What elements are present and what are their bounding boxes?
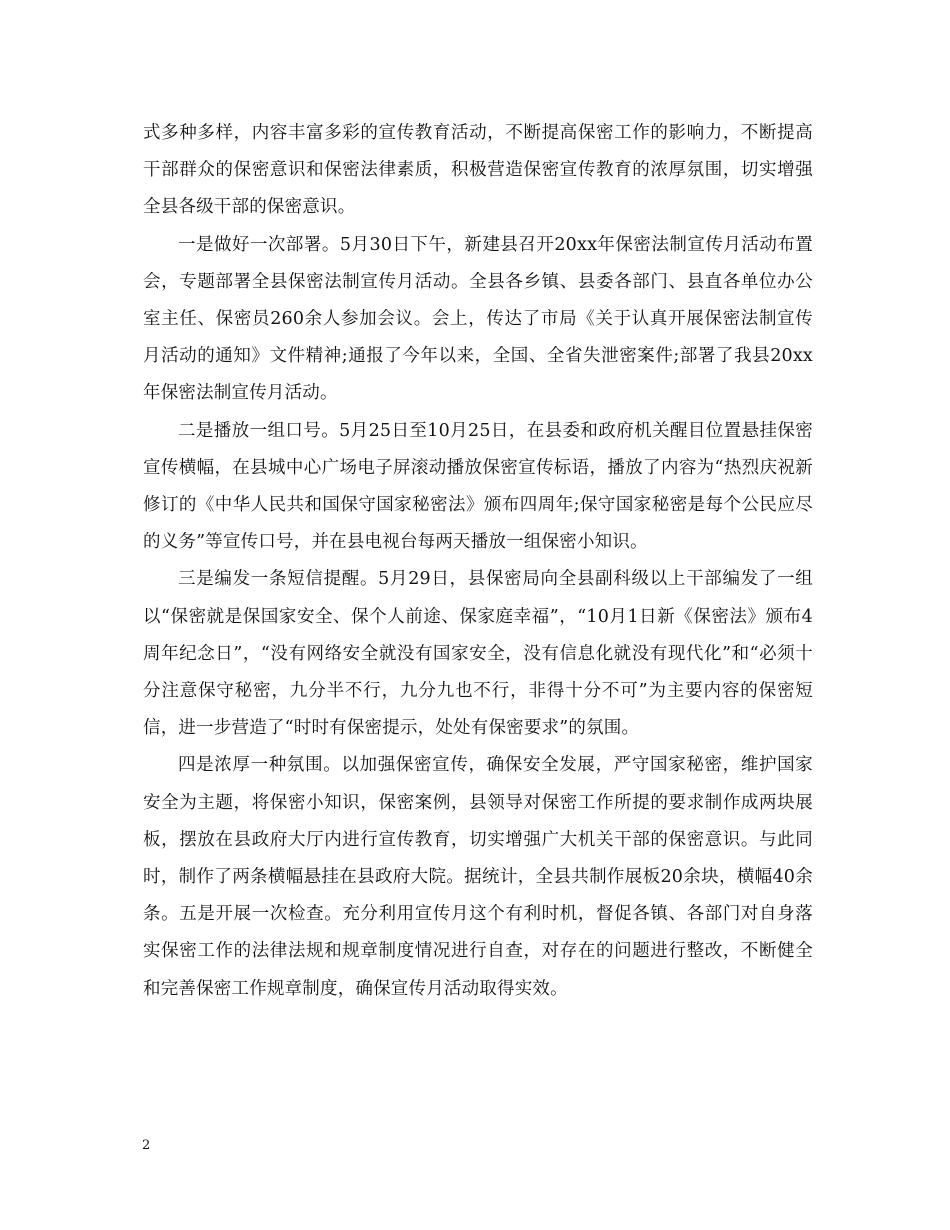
paragraph-slogans: 二是播放一组口号。5月25日至10月25日，在县委和政府机关醒目位置悬挂保密宣传横幅，在县城中心广场电子屏滚动播放保密宣传标语，播放了内容为“热烈庆祝新修订的《中华人民共和国保守国家秘密法》颁布四周年;保守国家秘密是每个公民应尽的义务”等宣传口号，并在县电视台每两天播放一组保密小知识。: [143, 420, 813, 553]
paragraph-atmosphere: 四是浓厚一种氛围。以加强保密宣传，确保安全发展，严守国家秘密，维护国家安全为主题，将保密小知识，保密案例，县领导对保密工作所提的要求制作成两块展板，摆放在县政府大厅内进行宣传教育，切实增强广大机关干部的保密意识。与此同时，制作了两条横幅悬挂在县政府大院。据统计，全县共制作展板20余块，横幅40余条。五是开展一次检查。充分利用宣传月这个有利时机，督促各镇、各部门对自身落实保密工作的法律法规和规章制度情况进行自查，对存在的问题进行整改，不断健全和完善保密工作规章制度，确保宣传月活动取得实效。: [143, 755, 813, 999]
document-body: [143, 115, 813, 1008]
paragraph-deployment: 一是做好一次部署。5月30日下午，新建县召开20xx年保密法制宣传月活动布置会，专题部署全县保密法制宣传月活动。全县各乡镇、县委各部门、县直各单位办公室主任、保密员260余人参加会议。会上，传达了市局《关于认真开展保密法制宣传月活动的通知》文件精神;通报了今年以来，全国、全省失泄密案件;部署了我县20xx年保密法制宣传月活动。: [143, 234, 813, 404]
paragraph-continuation: 式多种多样，内容丰富多彩的宣传教育活动，不断提高保密工作的影响力，不断提高干部群众的保密意识和保密法律素质，积极营造保密宣传教育的浓厚氛围，切实增强全县各级干部的保密意识。: [143, 123, 813, 218]
paragraph-sms-reminder: 三是编发一条短信提醒。5月29日，县保密局向全县副科级以上干部编发了一组以“保密就是保国家安全、保个人前途、保家庭幸福”，“10月1日新《保密法》颁布4周年纪念日”，“没有网络安全就没有国家安全，没有信息化就没有现代化”和“必须十分注意保守秘密，九分半不行，九分九也不行，非得十分不可”为主要内容的保密短信，进一步营造了“时时有保密提示，处处有保密要求”的氛围。: [143, 569, 813, 739]
page-number: 2: [142, 1138, 151, 1153]
